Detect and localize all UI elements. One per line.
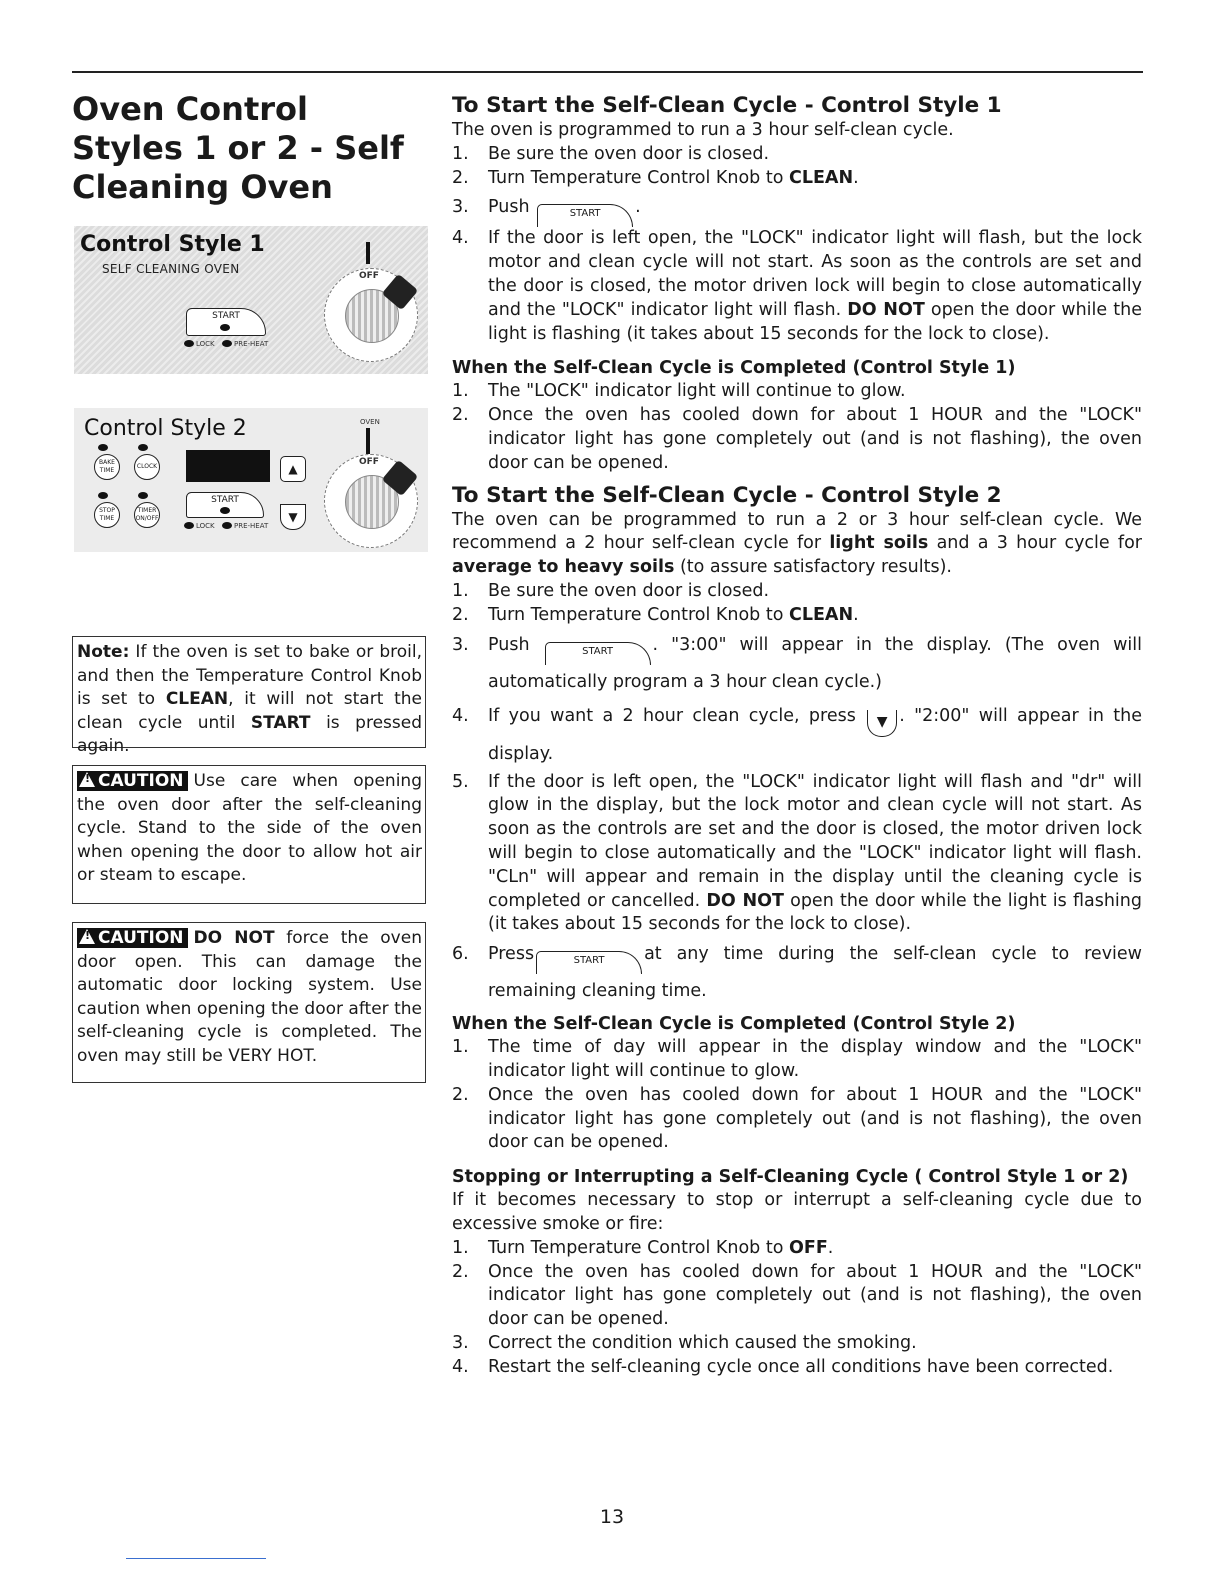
list-item: 1. Be sure the oven door is closed. [452, 143, 770, 164]
page-title: Oven Control Styles 1 or 2 - Self Cleaning Oven [72, 90, 404, 206]
preheat-label: PRE-HEAT [234, 340, 269, 348]
control-style-2-panel [74, 408, 428, 552]
page-number: 13 [599, 1506, 625, 1528]
clock-dot [138, 444, 148, 451]
preheat-indicator-dot [222, 340, 232, 347]
list-item: 1. Be sure the oven door is closed. [452, 580, 770, 601]
list-item: 5. If the door is left open, the "LOCK" indicator light will flash and "dr" will glow in the display, but the lock motor and clean cycle will not start. As soon as the controls are set and the door is closed, the motor driven lock will begin to close automatically and the "LOCK" indicator light will flash. "CLn" will appear and remain in the display until the cleaning cycle is completed or cancelled. DO NOT open the door while the light is flashing (it takes about 15 seconds for the lock to close). [452, 771, 1142, 935]
warning-icon [79, 929, 95, 944]
list-item: 4. Restart the self-cleaning cycle once all conditions have been corrected. [452, 1356, 1114, 1377]
note-text: If the oven is set to bake or broil, and then the Temperature Control Knob is set to [77, 642, 422, 710]
section-subheading: When the Self-Clean Cycle is Completed (Control Style 1) [452, 358, 1016, 379]
list-item: 3. Push START . [452, 190, 1142, 227]
caution-bold: DO NOT [193, 928, 275, 948]
section-subheading: Stopping or Interrupting a Self-Cleaning Cycle ( Control Style 1 or 2) [452, 1167, 1129, 1188]
section-heading: To Start the Self-Clean Cycle - Control Style 2 [452, 482, 1002, 508]
oven-display [186, 450, 270, 482]
start-button-icon: START [536, 951, 642, 974]
start-button-icon: START [537, 204, 633, 227]
knob-pointer-icon [366, 428, 370, 454]
oven-label: OVEN [360, 418, 380, 426]
warning-icon [79, 772, 95, 787]
clock-button: CLOCK [134, 454, 160, 480]
caution-badge: !CAUTION [77, 771, 188, 791]
list-item: 2. Once the oven has cooled down for about 1 HOUR and the "LOCK" indicator light has gone completely out (and is not flashing), the oven door can be opened. [452, 1261, 1142, 1330]
note-clean: CLEAN [165, 689, 229, 710]
section-intro: The oven is programmed to run a 3 hour self-clean cycle. [452, 120, 954, 140]
panel1-start-dot [220, 324, 230, 331]
panel1-start-button: START [186, 308, 266, 336]
header-rule [72, 71, 1143, 73]
bake-time-button: BAKE TIME [94, 454, 120, 480]
lock-indicator-dot [184, 522, 194, 529]
list-item: 3. Correct the condition which caused the smoking. [452, 1332, 917, 1353]
lock-label: LOCK [196, 522, 215, 530]
timer-button: TIMER ON/OFF [134, 502, 160, 528]
lock-indicator-dot [184, 340, 194, 347]
control-style-1-panel [74, 226, 428, 374]
section-intro: The oven can be programmed to run a 2 or 3 hour self-clean cycle. We recommend a 2 hour self-clean cycle for light soils and a 3 hour cycle for average to heavy soils (to assure satisfactory results). [452, 509, 1142, 578]
down-arrow-button: ▼ [280, 504, 306, 530]
note-box [72, 636, 426, 757]
list-item: 3. Push START . "3:00" will appear in the display. (The oven will automatically program a 3 hour clean cycle.) [452, 634, 1142, 692]
list-item: 1. The "LOCK" indicator light will continue to glow. [452, 381, 906, 402]
caution-text: force the oven door open. This can damage the automatic door locking system. Use caution when opening the door after the self-cleaning cycle is completed. The oven may still be VERY HOT. [77, 928, 422, 1066]
knob-off-label: OFF [359, 271, 379, 281]
panel2-start-button: START [186, 492, 264, 518]
note-label: Note: [77, 642, 130, 662]
bake-time-dot [98, 444, 108, 451]
panel2-start-dot [220, 507, 230, 514]
note-start: START [250, 712, 311, 733]
caution-text: Use care when opening the oven door after the self-cleaning cycle. Stand to the side of the oven when opening the door to allow hot air or steam to escape. [77, 771, 422, 886]
steps-list [452, 580, 1142, 1008]
steps-list [452, 380, 1142, 475]
panel1-subtitle: SELF CLEANING OVEN [102, 262, 240, 276]
down-arrow-icon: ▼ [867, 710, 897, 737]
list-item: 4. If you want a 2 hour clean cycle, press ▼ . "2:00" will appear in the display. [452, 705, 1142, 764]
note-text: is pressed again. [77, 712, 423, 757]
caution-box [72, 922, 426, 1083]
up-arrow-button: ▲ [280, 456, 306, 482]
list-item: 2. Turn Temperature Control Knob to CLEAN. [452, 167, 859, 188]
caution-box [72, 765, 426, 904]
caution-badge: !CAUTION [77, 928, 188, 948]
section-heading: To Start the Self-Clean Cycle - Control Style 1 [452, 93, 1002, 118]
list-item: 4. If the door is left open, the "LOCK" indicator light will flash, but the lock motor and clean cycle will not start. As soon as the controls are set and the door is closed, the motor driven lock will begin to close automatically and the "LOCK" indicator light will flash. DO NOT open the door while the light is flashing (it takes about 15 seconds for the lock to close). [452, 228, 1142, 344]
knob-pointer-icon [366, 242, 370, 264]
section-intro: If it becomes necessary to stop or interrupt a self-cleaning cycle due to excessive smoke or fire: [452, 1190, 1142, 1234]
temperature-knob [324, 268, 418, 362]
list-item: 2. Once the oven has cooled down for about 1 HOUR and the "LOCK" indicator light has gone completely out (and is not flashing), the oven door can be opened. [452, 1084, 1142, 1153]
instructions-column [452, 92, 1142, 1379]
footer-line [126, 1558, 266, 1559]
preheat-indicator-dot [222, 522, 232, 529]
list-item: 1. Turn Temperature Control Knob to OFF. [452, 1237, 834, 1258]
steps-list [452, 1036, 1142, 1155]
list-item: 6. Press START at any time during the self-clean cycle to review remaining cleaning time. [452, 944, 1142, 1002]
timer-dot [138, 492, 148, 499]
start-button-icon: START [545, 642, 651, 665]
stop-time-button: STOP TIME [94, 502, 120, 528]
stop-time-dot [98, 492, 108, 499]
panel2-title: Control Style 2 [84, 416, 247, 441]
temperature-knob [324, 454, 418, 548]
steps-list [452, 143, 1142, 347]
section-subheading: When the Self-Clean Cycle is Completed (Control Style 2) [452, 1014, 1016, 1035]
lock-label: LOCK [196, 340, 215, 348]
steps-list [452, 1237, 1142, 1380]
list-item: 1. The time of day will appear in the display window and the "LOCK" indicator light will continue to glow. [452, 1037, 1142, 1081]
note-text: , it will not start the clean cycle until [77, 689, 422, 733]
knob-off-label: OFF [359, 457, 379, 467]
list-item: 2. Once the oven has cooled down for about 1 HOUR and the "LOCK" indicator light has gone completely out (and is not flashing), the oven door can be opened. [452, 405, 1142, 473]
panel1-title: Control Style 1 [80, 232, 265, 257]
preheat-label: PRE-HEAT [234, 522, 269, 530]
list-item: 2. Turn Temperature Control Knob to CLEAN. [452, 604, 859, 625]
